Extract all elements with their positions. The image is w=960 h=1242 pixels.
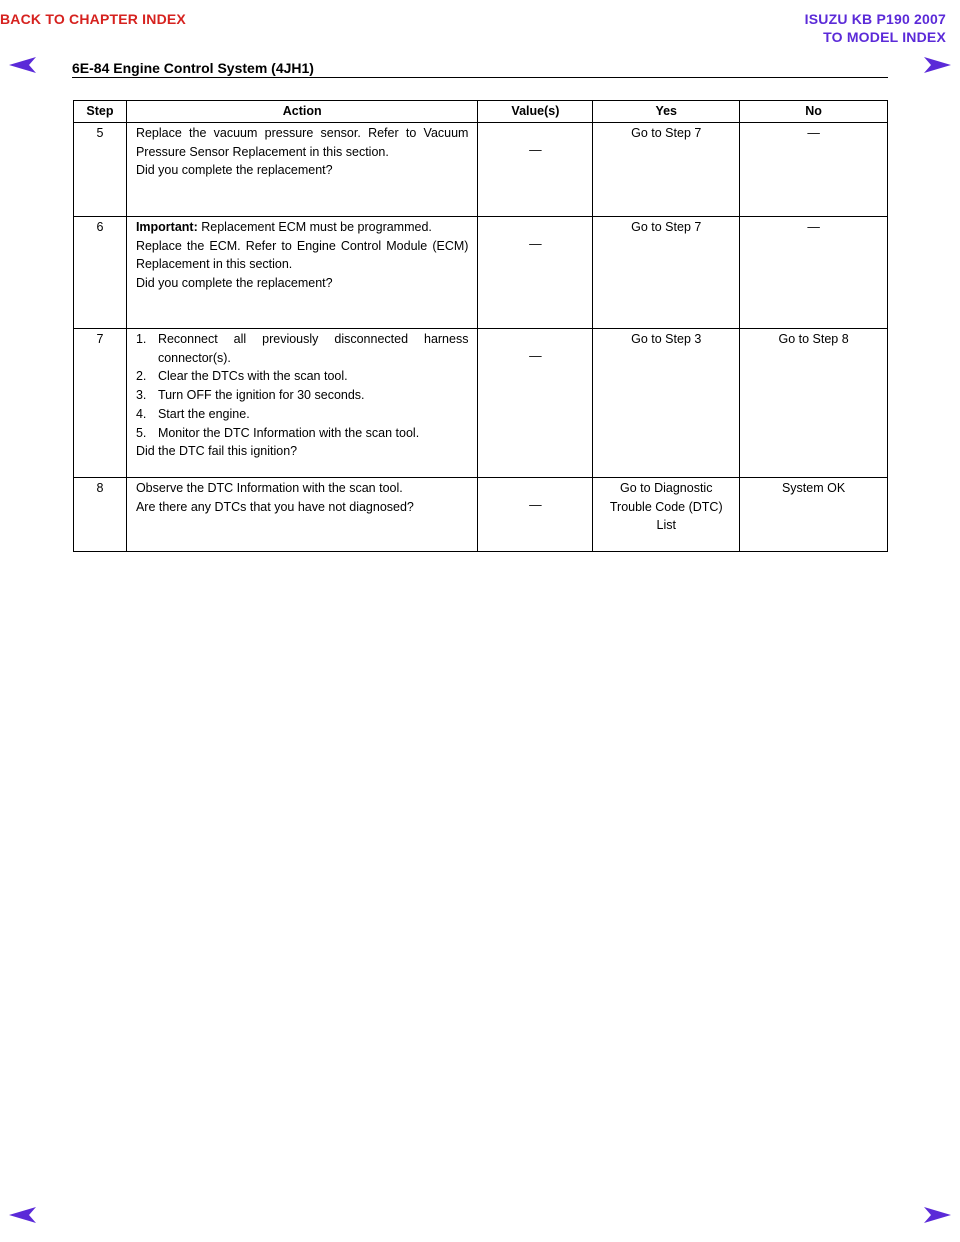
table-header-row (74, 101, 888, 123)
important-text: Replacement ECM must be programmed. (201, 220, 432, 234)
list-item: 4. Start the engine. (135, 406, 250, 421)
value-cell: — (478, 217, 593, 329)
header-no: No (740, 101, 888, 123)
action-text: Replace the ECM. Refer to Engine Control Module (ECM) Replacement in this section. (135, 238, 469, 272)
action-question: Did the DTC fail this ignition? (135, 444, 298, 459)
header-value: Value(s) (478, 101, 593, 123)
header-rule (72, 77, 888, 78)
yes-cell: Go to Step 7 (593, 123, 740, 217)
header-yes: Yes (593, 101, 740, 123)
diagnostic-table (73, 100, 888, 552)
arrow-left-icon[interactable] (8, 1205, 38, 1225)
header-action: Action (126, 101, 478, 123)
list-item: 3. Turn OFF the ignition for 30 seconds. (135, 388, 365, 403)
important-label: Important: (135, 220, 198, 234)
table-row (74, 123, 888, 217)
value-cell: — (478, 123, 593, 217)
arrow-left-icon[interactable] (8, 55, 38, 75)
page-header: 6E-84 Engine Control System (4JH1) (72, 60, 314, 76)
no-cell: — (740, 123, 888, 217)
model-title: ISUZU KB P190 2007 (804, 11, 946, 27)
step-number: 6 (74, 217, 127, 329)
important-note (136, 218, 469, 237)
step-number: 8 (74, 478, 127, 552)
no-cell: — (740, 217, 888, 329)
yes-cell: Go to Step 3 (593, 329, 740, 478)
value-cell: — (478, 329, 593, 478)
header-step: Step (74, 101, 127, 123)
action-cell (126, 217, 478, 329)
table-row (74, 217, 888, 329)
table-row (74, 478, 888, 552)
to-model-index-link[interactable]: TO MODEL INDEX (823, 29, 946, 45)
no-cell: Go to Step 8 (740, 329, 888, 478)
action-cell (126, 123, 478, 217)
step-number: 5 (74, 123, 127, 217)
step-number: 7 (74, 329, 127, 478)
action-cell (126, 478, 478, 552)
action-question: Are there any DTCs that you have not diagnosed? (135, 499, 414, 514)
back-to-chapter-index-link[interactable]: BACK TO CHAPTER INDEX (0, 11, 186, 27)
yes-cell: Go to Step 7 (593, 217, 740, 329)
action-text: Observe the DTC Information with the scan tool. (135, 481, 403, 495)
list-item: 5. Monitor the DTC Information with the scan tool. (135, 425, 420, 440)
list-item: 2. Clear the DTCs with the scan tool. (135, 369, 348, 384)
action-cell (126, 329, 478, 478)
yes-cell: Go to Diagnostic Trouble Code (DTC) List (593, 478, 740, 552)
no-cell: System OK (740, 478, 888, 552)
value-cell: — (478, 478, 593, 552)
arrow-right-icon[interactable] (922, 55, 952, 75)
action-question: Did you complete the replacement? (135, 163, 333, 178)
action-text: Replace the vacuum pressure sensor. Refer to Vacuum Pressure Sensor Replacement in this section. (135, 126, 469, 159)
action-question: Did you complete the replacement? (135, 276, 333, 291)
arrow-right-icon[interactable] (922, 1205, 952, 1225)
list-item: 1. Reconnect all previously disconnected harness connector(s). (135, 332, 469, 365)
table-row (74, 329, 888, 478)
